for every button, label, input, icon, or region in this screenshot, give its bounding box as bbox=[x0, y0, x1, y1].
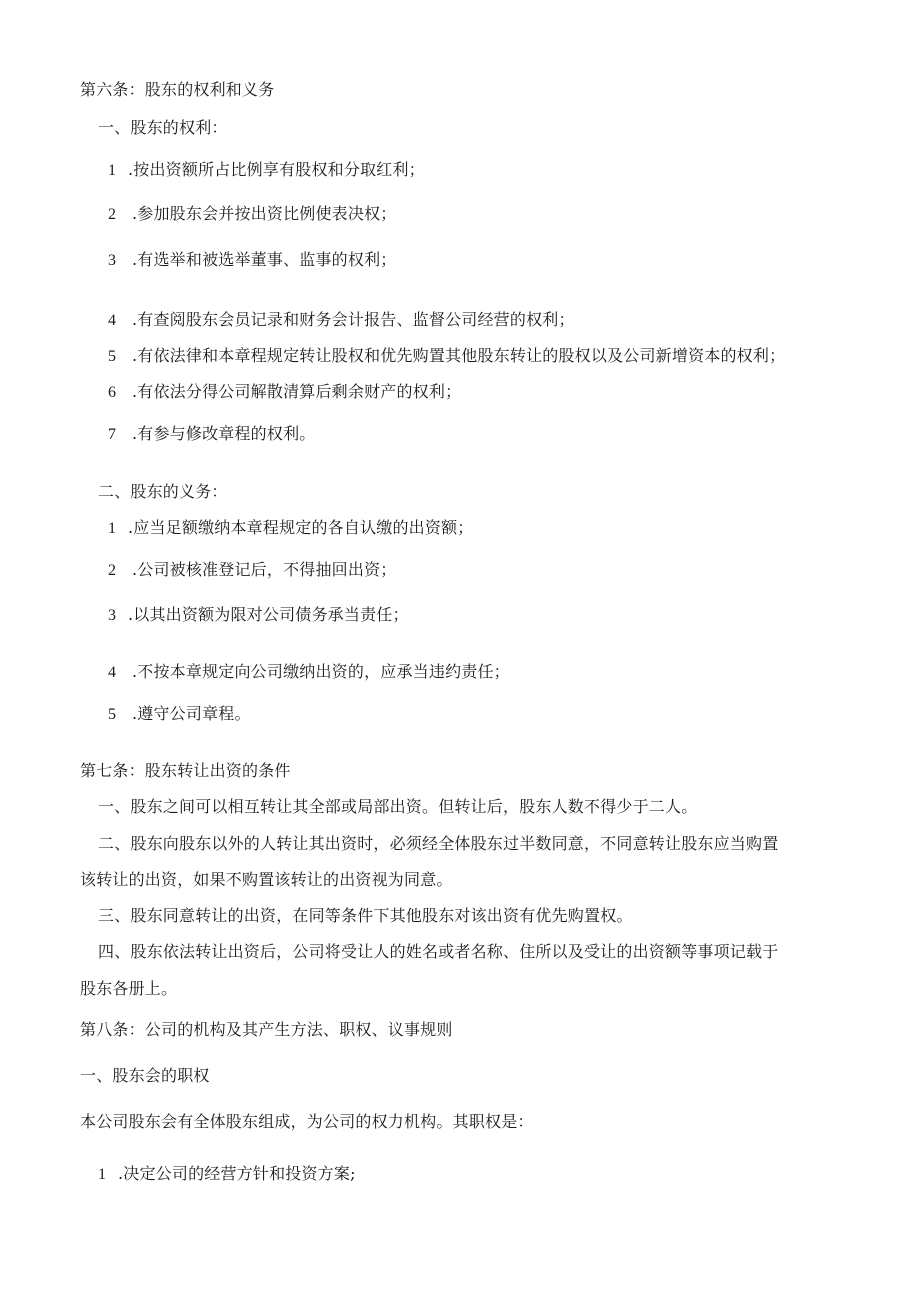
article-7-para-2-line-2: 该转让的出资，如果不购置该转让的出资视为同意。 bbox=[80, 870, 453, 889]
article-8-title: 第八条：公司的机构及其产生方法、职权、议事规则 bbox=[80, 1020, 453, 1039]
rights-item bbox=[108, 310, 575, 331]
article-7-para-3: 三、股东同意转让的出资，在同等条件下其他股东对该出资有优先购置权。 bbox=[98, 906, 633, 925]
rights-item bbox=[108, 382, 461, 403]
item-number: 2 bbox=[108, 562, 117, 579]
item-number: 4 bbox=[108, 312, 117, 329]
rights-item bbox=[108, 160, 425, 181]
duties-item bbox=[108, 518, 474, 539]
article-7-para-4-line-2: 股东各册上。 bbox=[80, 979, 178, 998]
item-text: .应当足额缴纳本章程规定的各自认缴的出资额； bbox=[128, 518, 474, 537]
item-text: .公司被核准登记后，不得抽回出资； bbox=[132, 560, 397, 579]
article-7-para-4-line-1: 四、股东依法转让出资后，公司将受让人的姓名或者名称、住所以及受让的出资额等事项记载于 bbox=[98, 942, 779, 961]
item-number: 4 bbox=[108, 664, 117, 681]
item-text: .有依法分得公司解散清算后剩余财产的权利； bbox=[132, 382, 462, 401]
item-number: 3 bbox=[108, 252, 117, 269]
duties-item bbox=[108, 662, 510, 683]
article-8-item bbox=[98, 1164, 356, 1185]
item-text: .以其出资额为限对公司债务承当责任； bbox=[128, 605, 409, 624]
rights-item bbox=[108, 346, 785, 367]
rights-item bbox=[108, 424, 316, 445]
article-7-para-1: 一、股东之间可以相互转让其全部或局部出资。但转让后，股东人数不得少于二人。 bbox=[98, 797, 698, 816]
item-text: .有依法律和本章程规定转让股权和优先购置其他股东转让的股权以及公司新增资本的权利； bbox=[132, 346, 786, 365]
item-number: 6 bbox=[108, 384, 117, 401]
item-text: .有查阅股东会员记录和财务会计报告、监督公司经营的权利； bbox=[132, 310, 575, 329]
duties-item bbox=[108, 560, 397, 581]
item-number: 2 bbox=[108, 206, 117, 223]
item-text: .参加股东会并按出资比例使表决权； bbox=[132, 204, 397, 223]
item-number: 1 bbox=[98, 1166, 107, 1183]
item-number: 5 bbox=[108, 348, 117, 365]
item-text: .按出资额所占比例享有股权和分取红利； bbox=[128, 160, 425, 179]
item-number: 1 bbox=[108, 162, 117, 179]
duties-item bbox=[108, 704, 251, 725]
item-text: .决定公司的经营方针和投资方案; bbox=[118, 1164, 356, 1183]
item-text: .有参与修改章程的权利。 bbox=[132, 424, 316, 443]
item-number: 7 bbox=[108, 426, 117, 443]
article-6-title: 第六条：股东的权利和义务 bbox=[80, 80, 275, 99]
item-text: .有选举和被选举董事、监事的权利； bbox=[132, 250, 397, 269]
article-8-subheading: 一、股东会的职权 bbox=[80, 1066, 210, 1085]
item-number: 5 bbox=[108, 706, 117, 723]
rights-item bbox=[108, 250, 397, 271]
rights-heading: 一、股东的权利： bbox=[98, 118, 228, 137]
article-8-intro: 本公司股东会有全体股东组成，为公司的权力机构。其职权是： bbox=[80, 1112, 534, 1131]
item-number: 3 bbox=[108, 607, 117, 624]
item-text: .不按本章规定向公司缴纳出资的，应承当违约责任； bbox=[132, 662, 510, 681]
item-number: 1 bbox=[108, 520, 117, 537]
duties-heading: 二、股东的义务： bbox=[98, 482, 228, 501]
article-7-para-2-line-1: 二、股东向股东以外的人转让其出资时，必须经全体股东过半数同意，不同意转让股东应当购置 bbox=[98, 834, 779, 853]
duties-item bbox=[108, 605, 409, 626]
rights-item bbox=[108, 204, 397, 225]
article-7-title: 第七条：股东转让出资的条件 bbox=[80, 761, 291, 780]
item-text: .遵守公司章程。 bbox=[132, 704, 251, 723]
